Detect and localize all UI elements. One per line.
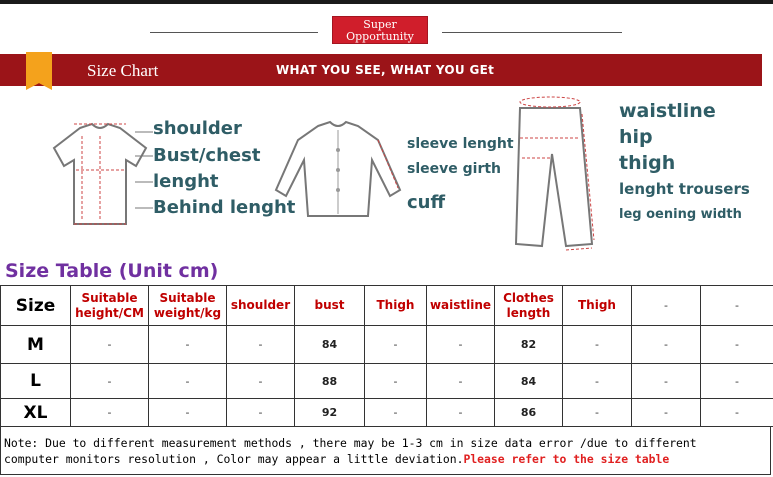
header-cell: Suitable height/CM: [71, 286, 149, 326]
label-leg-opening-width: leg oening width: [619, 207, 742, 222]
table-cell: -: [365, 399, 427, 427]
table-row: [1, 364, 773, 399]
label-hip: hip: [619, 126, 653, 148]
label-behind-length: Behind lenght: [153, 197, 296, 218]
table-cell: -: [701, 399, 773, 427]
super-opportunity-badge: [332, 16, 428, 44]
promo-header: [0, 14, 773, 48]
label-cuff: cuff: [407, 192, 446, 213]
banner-subtitle: WHAT YOU SEE, WHAT YOU GEt: [276, 63, 495, 77]
header-size: Size: [1, 286, 71, 326]
label-length: lenght: [153, 171, 219, 192]
size-label: M: [1, 326, 71, 364]
size-table: [0, 285, 773, 427]
divider-line-left: [150, 32, 318, 33]
note-line2-wrap: [4, 451, 767, 467]
label-waistline: waistline: [619, 100, 716, 122]
table-cell: 92: [295, 399, 365, 427]
table-header-row: [1, 286, 773, 326]
note-highlight: Please refer to the size table: [463, 452, 670, 466]
disclaimer-note: [0, 427, 771, 475]
label-thigh: thigh: [619, 152, 676, 174]
header-cell: Clothes length: [495, 286, 563, 326]
note-line1: Note: Due to different measurement methods , there may be 1-3 cm in size data error /due to different: [4, 436, 697, 450]
label-shoulder: shoulder: [153, 118, 242, 139]
table-cell: -: [71, 399, 149, 427]
header-cell: -: [632, 286, 701, 326]
table-cell: -: [701, 364, 773, 399]
table-cell: -: [365, 364, 427, 399]
table-cell: -: [563, 326, 632, 364]
table-cell: 86: [495, 399, 563, 427]
divider-line-right: [442, 32, 622, 33]
label-length-trousers: lenght trousers: [619, 180, 750, 198]
header-cell: shoulder: [227, 286, 295, 326]
table-cell: -: [149, 364, 227, 399]
table-cell: -: [227, 326, 295, 364]
table-cell: -: [71, 326, 149, 364]
top-border: [0, 0, 773, 4]
table-cell: -: [563, 364, 632, 399]
label-bust-chest: Bust/chest: [153, 145, 261, 166]
table-cell: -: [632, 326, 701, 364]
badge-line2: Opportunity: [346, 30, 414, 43]
table-cell: -: [427, 399, 495, 427]
table-cell: -: [563, 399, 632, 427]
table-cell: 84: [295, 326, 365, 364]
pointer-arrows: [135, 130, 155, 220]
banner-title: Size Chart: [87, 61, 159, 80]
header-cell: Thigh: [365, 286, 427, 326]
measurement-illustration: [0, 90, 773, 258]
note-line2: computer monitors resolution , Color may appear a little deviation.: [4, 452, 464, 466]
table-cell: -: [632, 399, 701, 427]
table-row: [1, 326, 773, 364]
label-sleeve-girth: sleeve girth: [407, 161, 502, 177]
size-table-title: Size Table (Unit cm): [5, 260, 219, 282]
table-cell: -: [149, 326, 227, 364]
table-cell: -: [701, 326, 773, 364]
table-row: [1, 399, 773, 427]
table-cell: -: [427, 326, 495, 364]
table-cell: -: [227, 364, 295, 399]
header-cell: Suitable weight/kg: [149, 286, 227, 326]
table-cell: 84: [495, 364, 563, 399]
table-cell: -: [632, 364, 701, 399]
header-cell: bust: [295, 286, 365, 326]
size-label: XL: [1, 399, 71, 427]
long-sleeve-shirt-icon: [268, 120, 408, 220]
table-cell: -: [365, 326, 427, 364]
table-cell: -: [71, 364, 149, 399]
label-sleeve-length: sleeve lenght: [407, 136, 514, 152]
table-cell: -: [149, 399, 227, 427]
trousers-icon: [496, 94, 606, 254]
header-cell: -: [701, 286, 773, 326]
table-cell: 82: [495, 326, 563, 364]
header-cell: waistline: [427, 286, 495, 326]
table-cell: 88: [295, 364, 365, 399]
table-cell: -: [427, 364, 495, 399]
header-cell: Thigh: [563, 286, 632, 326]
badge-line1: Super: [363, 18, 397, 31]
size-label: L: [1, 364, 71, 399]
table-cell: -: [227, 399, 295, 427]
